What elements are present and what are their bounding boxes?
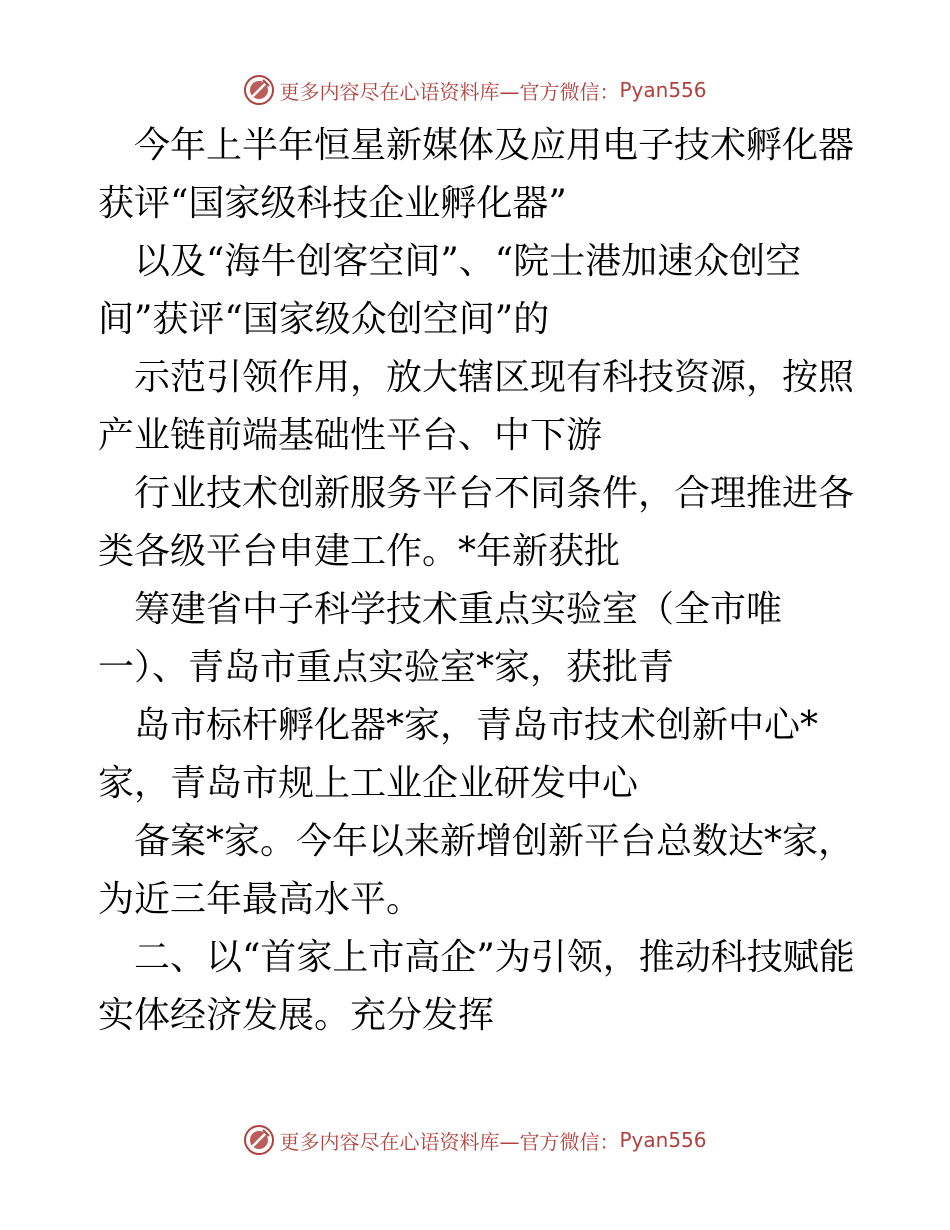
- header-banner-wechat-id: Pyan556: [619, 78, 707, 102]
- footer-banner-wechat-id: Pyan556: [619, 1128, 707, 1152]
- pen-logo-icon: [243, 1124, 275, 1156]
- paragraph: 筹建省中子科学技术重点实验室（全市唯一）、青岛市重点实验室*家，获批青: [98, 589, 783, 688]
- footer-banner-text: 更多内容尽在心语资料库—官方微信：: [279, 1129, 620, 1154]
- paragraph: 今年上半年恒星新媒体及应用电子技术孵化器获评“国家级科技企业孵化器”: [98, 125, 855, 224]
- paragraph: 以及“海牛创客空间”、“院士港加速众创空间”获评“国家级众创空间”的: [98, 241, 802, 340]
- paragraph: 示范引领作用，放大辖区现有科技资源，按照产业链前端基础性平台、中下游: [98, 357, 855, 456]
- header-banner-text: 更多内容尽在心语资料库—官方微信：: [279, 79, 620, 104]
- paragraph: 二、以“首家上市高企”为引领，推动科技赋能实体经济发展。充分发挥: [98, 937, 855, 1036]
- paragraph: 岛市标杆孵化器*家，青岛市技术创新中心*家，青岛市规上工业企业研发中心: [98, 705, 819, 804]
- paragraph: 备案*家。今年以来新增创新平台总数达*家，为近三年最高水平。: [98, 821, 855, 920]
- document-body: [98, 117, 858, 1045]
- paragraph: 行业技术创新服务平台不同条件，合理推进各类各级平台申建工作。*年新获批: [98, 473, 855, 572]
- header-watermark-banner: [0, 70, 950, 110]
- footer-watermark-banner: [0, 1120, 950, 1160]
- pen-logo-icon: [243, 74, 275, 106]
